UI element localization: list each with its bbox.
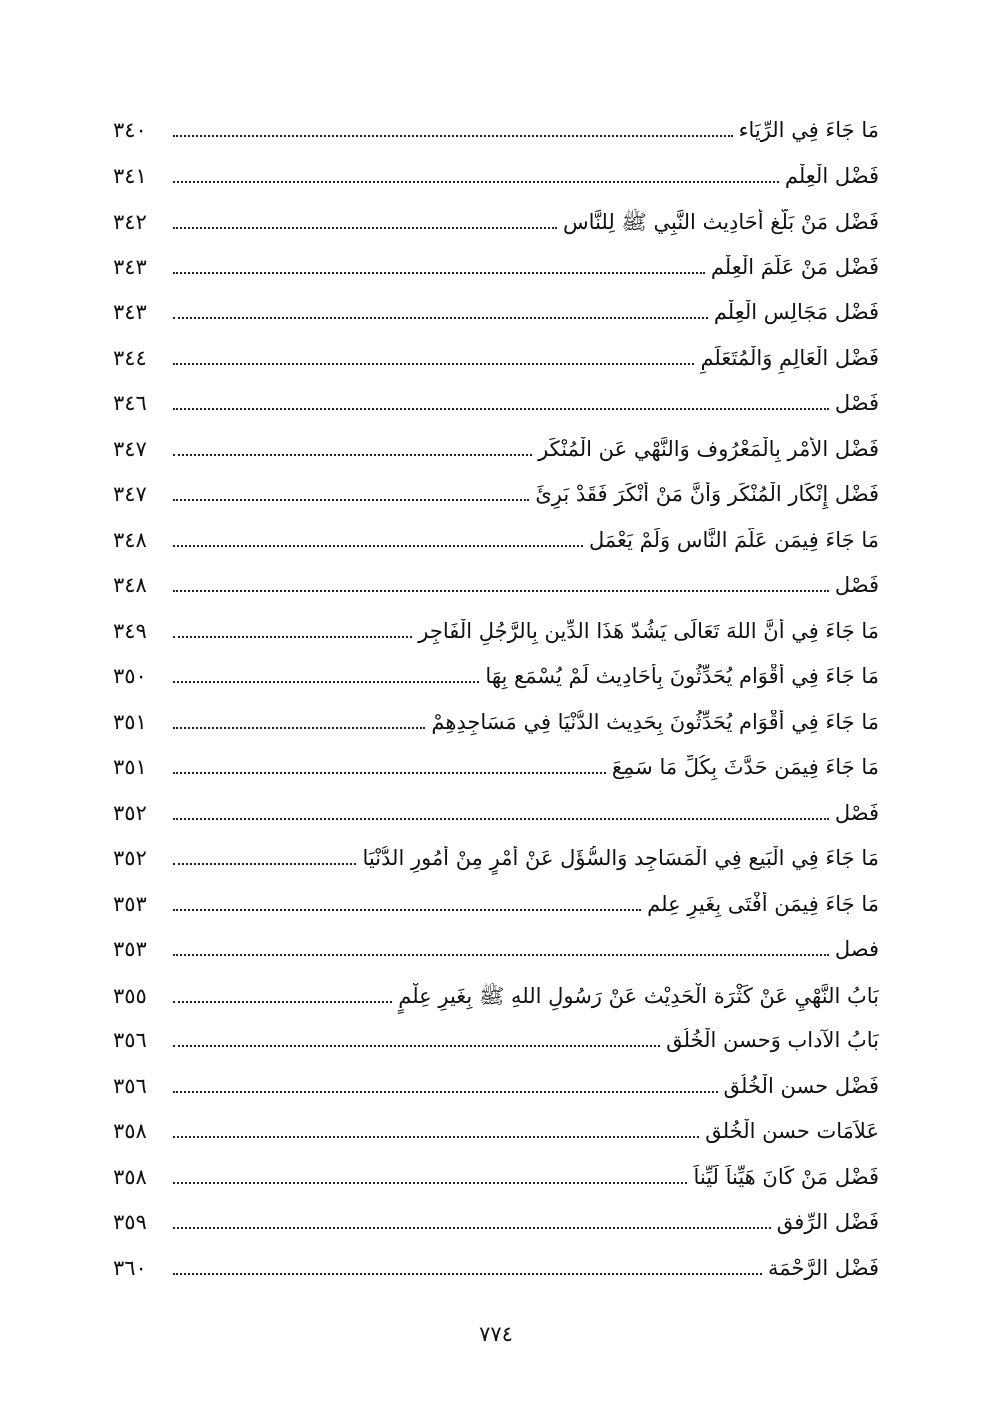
dot-leader	[173, 680, 479, 683]
toc-entry	[113, 300, 879, 346]
dot-leader	[173, 726, 425, 729]
toc-entry-page: ٣٤٢	[113, 210, 147, 234]
toc-entry-title: مَا جَاءَ فِي الرِّيَاء	[738, 118, 879, 142]
toc-entry-title: فَضْل إِنْكَار الْمُنْكَر وَأَنَّ مَنْ أَنْكَرَ فَقَدْ بَرِئَ	[535, 482, 879, 506]
toc-entry	[113, 892, 879, 938]
toc-entry-page: ٣٥٢	[113, 846, 147, 870]
toc-entry	[113, 573, 879, 619]
toc-entry-title: فَضْل مَنْ كَانَ هَيِّناً لَيِّناً	[693, 1164, 879, 1189]
dot-leader	[173, 1226, 771, 1229]
dot-leader	[173, 180, 779, 183]
dot-leader	[173, 908, 641, 911]
toc-entry-title: فَضْل الأَمْر بِالْمَعْرُوف وَالنَّهْي عَن الْمُنْكَر	[538, 436, 879, 461]
toc-entry	[113, 1210, 879, 1256]
toc-entry-title: عَلاَمَات حسن الْخُلق	[705, 1119, 879, 1143]
toc-entry-page: ٣٥١	[113, 755, 147, 779]
dot-leader	[173, 1000, 392, 1003]
toc-entry-page: ٣٤٣	[113, 254, 147, 279]
toc-entry	[113, 528, 879, 574]
dot-leader	[173, 498, 529, 501]
toc-entry-title: مَا جَاءَ فِي الْبَيع فِي الْمَسَاجِد وَالسُّؤَل عَنْ أَمْرٍ مِنْ أُمُورِ الدُّنْيَا	[362, 846, 879, 870]
toc-entry-page: ٣٥٢	[113, 800, 147, 825]
toc-entry-title: فَضْل الْعِلْم	[784, 163, 879, 188]
toc-entry-title: فَضْل مَنْ بَلَّغ أَحَادِيث النَّبِي ﷺ لِلنَّاس	[563, 210, 879, 234]
toc-entry-title: مَا جَاءَ فِيمَن حَدَّثَ بِكُلِّ مَا سَمِعَ	[611, 755, 879, 779]
dot-leader	[173, 589, 829, 592]
toc-entry-title: مَا جَاءَ فِي أَنَّ اللهَ تَعَالَى يَشُدّ هَذَا الدِّين بِالرَّجُلِ الْفَاجِر	[418, 618, 879, 643]
dot-leader	[173, 134, 733, 137]
toc-entry	[113, 346, 879, 392]
toc-entry	[113, 118, 879, 164]
toc-entry	[113, 710, 879, 756]
toc-entry-title: فَصْل	[834, 391, 879, 415]
toc-entry	[113, 755, 879, 801]
toc-entry-page: ٣٤٤	[113, 345, 147, 370]
toc-entry-title: فَصْل	[834, 573, 879, 597]
dot-leader	[173, 316, 708, 319]
toc-entry-page: ٣٥٨	[113, 1119, 147, 1143]
toc-entry	[113, 209, 879, 255]
toc-entry	[113, 255, 879, 301]
toc-entry-page: ٣٤١	[113, 163, 147, 188]
dot-leader	[173, 226, 557, 229]
toc-entry	[113, 619, 879, 665]
toc-entry-title: فَضْل مَجَالِس الْعِلْم	[713, 300, 879, 324]
dot-leader	[173, 1044, 660, 1047]
toc-entry	[113, 801, 879, 847]
toc-entry-page: ٣٤٨	[113, 527, 147, 552]
toc-entry-title: مَا جَاءَ فِيمَن عَلَّمَ النَّاس وَلَمْ يَعْمَل	[588, 527, 879, 552]
toc-entry	[113, 1256, 879, 1302]
toc-entry-title: فَضْل الرَّحْمَة	[767, 1255, 879, 1280]
dot-leader	[173, 635, 412, 638]
dot-leader	[173, 544, 583, 547]
toc-entry-title: فصل	[834, 937, 879, 961]
toc-entry-page: ٣٥١	[113, 709, 147, 734]
toc-entry-title: فَضْل الْعَالِمِ وَالْمُتَعَلِّمِ	[700, 345, 879, 370]
toc-entry-page: ٣٦٠	[113, 1255, 147, 1280]
toc-entry-title: فَضْل حسن الْخُلُق	[723, 1073, 879, 1098]
toc-entry	[113, 983, 879, 1029]
toc-entry	[113, 846, 879, 892]
dot-leader	[173, 1272, 762, 1275]
toc-entry	[113, 1119, 879, 1165]
toc-entry	[113, 1028, 879, 1074]
dot-leader	[173, 1135, 699, 1138]
toc-entry-title: مَا جَاءَ فِي أَقْوَام يُحَدِّثُونَ بِأَحَادِيث لَمْ يُسْمَع بِهَا	[485, 664, 879, 688]
toc-entry-title: فَضْل الرِّفق	[776, 1210, 879, 1234]
dot-leader	[173, 271, 705, 274]
toc-entry-title: فَضْل مَنْ عَلَّمَ الْعِلْم	[710, 254, 879, 279]
toc-entry-page: ٣٥٠	[113, 664, 147, 688]
toc-entry-title: مَا جَاءَ فِي أَقْوَام يُحَدِّثُونَ بِحَدِيث الدُّنْيَا فِي مَسَاجِدِهِمْ	[431, 709, 879, 734]
toc-entry	[113, 391, 879, 437]
toc-entry-page: ٣٥٩	[113, 1210, 147, 1234]
dot-leader	[173, 862, 356, 865]
toc-entry-title: بَابُ الآداب وَحسن الْخُلُق	[666, 1028, 879, 1052]
toc-entry	[113, 1165, 879, 1211]
toc-entry-page: ٣٤٩	[113, 618, 147, 643]
toc-entry-page: ٣٥٥	[113, 983, 147, 1008]
dot-leader	[173, 953, 829, 956]
toc-entry-page: ٣٤٠	[113, 118, 147, 142]
toc-entry-page: ٣٤٦	[113, 391, 147, 415]
toc-entry	[113, 937, 879, 983]
dot-leader	[173, 407, 829, 410]
toc-entry-page: ٣٤٧	[113, 436, 147, 461]
toc-entry-title: بَابُ النَّهْيِ عَنْ كَثْرَة الْحَدِيْث عَنْ رَسُولِ اللهِ ﷺ بِغَيرِ عِلْمٍ	[398, 983, 879, 1008]
dot-leader	[173, 1090, 718, 1093]
toc-entry-page: ٣٥٦	[113, 1073, 147, 1098]
toc-entry-page: ٣٥٦	[113, 1028, 147, 1052]
dot-leader	[173, 362, 694, 365]
page-number: ٧٧٤	[479, 1322, 513, 1346]
toc-entry-title: مَا جَاءَ فِيمَن أَفْتَى بِغَيرِ عِلم	[647, 891, 879, 916]
table-of-contents	[113, 118, 879, 1301]
dot-leader	[173, 453, 532, 456]
toc-entry-page: ٣٤٨	[113, 573, 147, 597]
dot-leader	[173, 817, 829, 820]
toc-entry	[113, 482, 879, 528]
toc-entry-page: ٣٥٣	[113, 891, 147, 916]
toc-entry	[113, 664, 879, 710]
toc-entry-page: ٣٥٨	[113, 1164, 147, 1189]
toc-entry	[113, 1074, 879, 1120]
toc-entry	[113, 164, 879, 210]
toc-entry	[113, 437, 879, 483]
dot-leader	[173, 1181, 687, 1184]
toc-entry-title: فَصْل	[834, 800, 879, 825]
dot-leader	[173, 771, 606, 774]
toc-entry-page: ٣٤٣	[113, 300, 147, 324]
toc-entry-page: ٣٥٣	[113, 937, 147, 961]
toc-entry-page: ٣٤٧	[113, 482, 147, 506]
